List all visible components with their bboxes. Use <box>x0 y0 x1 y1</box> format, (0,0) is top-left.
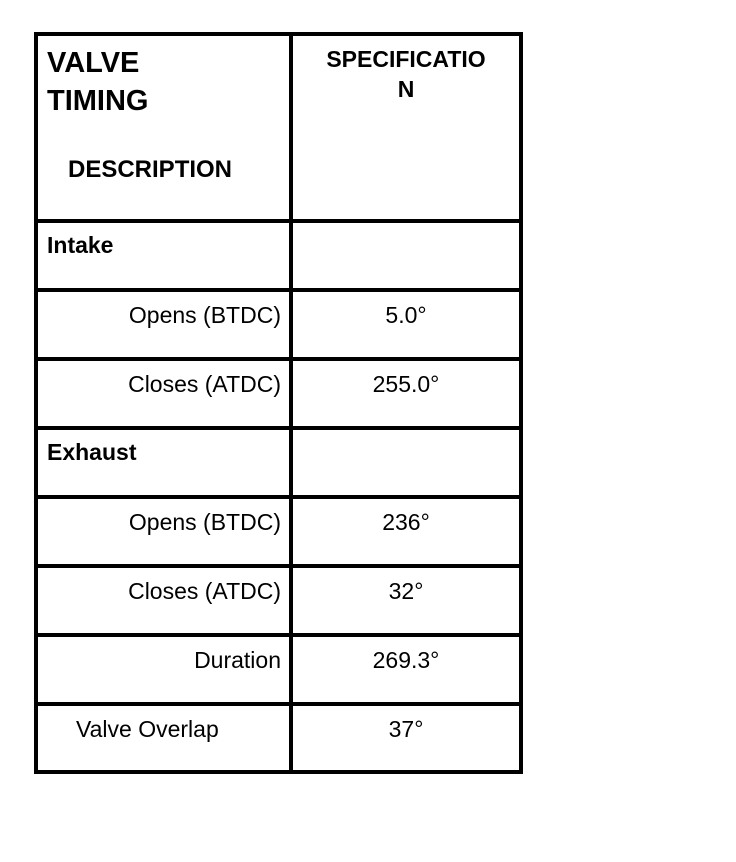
row-value: 236° <box>382 509 430 535</box>
value-cell <box>293 706 519 770</box>
label-cell <box>38 568 289 633</box>
value-cell <box>293 568 519 633</box>
table-row <box>38 426 519 495</box>
label-cell <box>38 637 289 702</box>
table-row <box>38 564 519 633</box>
value-cell <box>293 499 519 564</box>
value-cell <box>293 430 519 495</box>
section-label-exhaust: Exhaust <box>47 439 137 465</box>
label-cell <box>38 223 289 288</box>
valve-timing-table <box>34 32 523 774</box>
header-description-cell <box>38 36 289 219</box>
row-label: Closes (ATDC) <box>128 578 281 604</box>
row-label: Duration <box>194 647 281 673</box>
row-label: Valve Overlap <box>76 716 219 742</box>
row-label: Closes (ATDC) <box>128 371 281 397</box>
table-row <box>38 495 519 564</box>
table-row <box>38 702 519 770</box>
header-spec-line1: SPECIFICATIO <box>326 46 486 72</box>
label-cell <box>38 430 289 495</box>
label-cell <box>38 706 289 770</box>
header-title <box>47 44 149 120</box>
section-label-intake: Intake <box>47 232 114 258</box>
row-value: 255.0° <box>372 371 440 397</box>
value-cell <box>293 223 519 288</box>
table-row <box>38 288 519 357</box>
table-row <box>38 357 519 426</box>
header-specification <box>293 44 519 104</box>
label-cell <box>38 292 289 357</box>
value-cell <box>293 292 519 357</box>
table-header-row <box>38 36 519 219</box>
label-cell <box>38 361 289 426</box>
row-value: 269.3° <box>372 647 440 673</box>
table-row <box>38 633 519 702</box>
header-title-line1: VALVE <box>47 47 140 79</box>
label-cell <box>38 499 289 564</box>
header-specification-cell <box>293 36 519 219</box>
row-value: 37° <box>388 716 424 742</box>
row-label: Opens (BTDC) <box>128 509 281 535</box>
row-label: Opens (BTDC) <box>128 302 281 328</box>
table-row <box>38 219 519 288</box>
row-value: 5.0° <box>385 302 427 328</box>
header-spec-line2: N <box>397 76 415 102</box>
value-cell <box>293 637 519 702</box>
value-cell <box>293 361 519 426</box>
row-value: 32° <box>388 578 424 604</box>
header-title-line2: TIMING <box>47 85 149 117</box>
header-subtitle: DESCRIPTION <box>68 156 233 183</box>
